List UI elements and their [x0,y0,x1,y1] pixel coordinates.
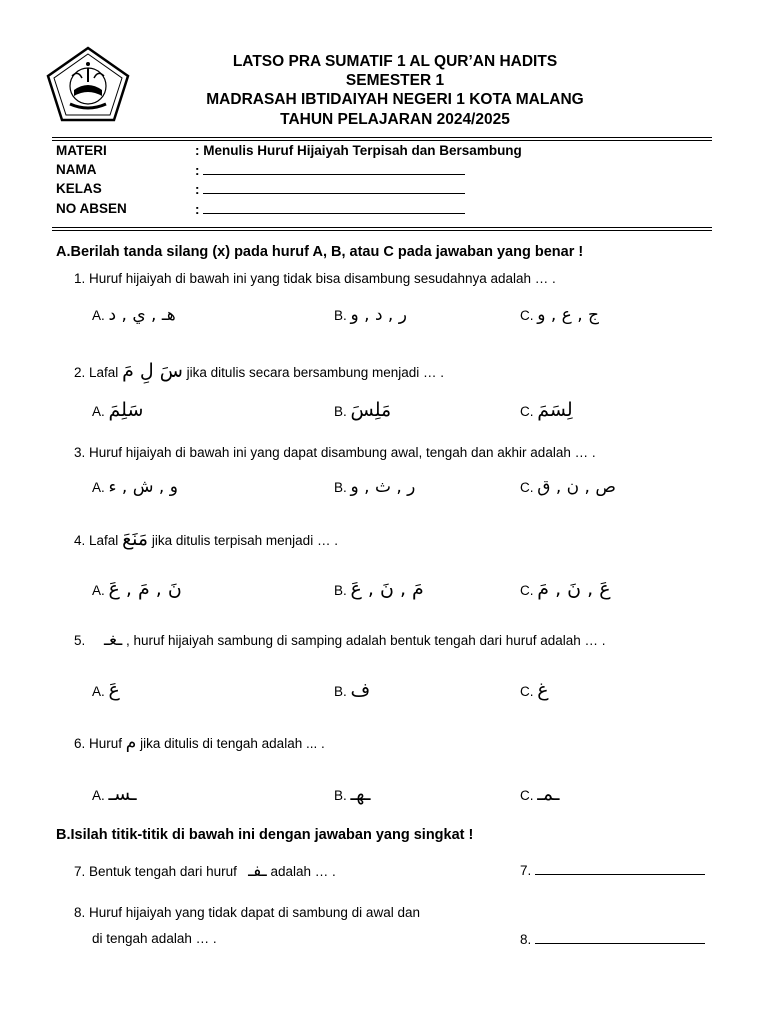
q2-option-b-arabic: مَلِسَ [350,399,392,421]
q3-option-c-arabic: ص , ن , ق [537,477,616,497]
q5-option-b[interactable] [334,679,370,701]
option-label: B. [334,583,347,598]
q1-text: 1. Huruf hijaiyah di bawah ini yang tidak bisa disambung sesudahnya adalah … . [74,271,556,286]
q3-text: 3. Huruf hijaiyah di bawah ini yang dapat disambung awal, tengah dan akhir adalah … . [74,445,596,460]
q3-option-a[interactable] [92,477,178,497]
kemenag-logo [46,46,130,122]
q2-option-b[interactable] [334,399,391,421]
q1-option-b-arabic: ر , د , و [350,305,407,325]
option-label: A. [92,308,105,323]
q2-option-a[interactable] [92,399,143,421]
q8-answer-label: 8. [520,932,532,947]
q4-option-c-arabic: عَ , نَ , مَ [537,578,611,600]
q4-post: jika ditulis terpisah menjadi … . [151,533,338,548]
q1-option-a-arabic: هـ , ي , د [108,305,176,325]
nama-field[interactable] [195,161,465,180]
q5-num: 5. [74,633,86,648]
option-label: A. [92,684,105,699]
q5-text [74,630,606,650]
q4-option-a[interactable] [92,578,182,600]
option-label: A. [92,480,105,495]
q7-text [74,861,336,881]
q7-post: adalah … . [270,864,336,879]
option-label: C. [520,684,534,699]
q4-option-c[interactable] [520,578,611,600]
option-label: B. [334,308,347,323]
option-label: B. [334,684,347,699]
q5-option-a-arabic: عَ [108,679,120,701]
q2-post: jika ditulis secara bersambung menjadi … . [186,365,445,380]
q6-option-c-arabic: ـمـ [537,783,560,805]
q6-arabic: م [125,733,137,753]
option-label: B. [334,480,347,495]
q8-answer-field[interactable] [520,931,705,947]
q6-text [74,733,325,753]
school-name: MADRASAH IBTIDAIYAH NEGERI 1 KOTA MALANG [206,91,584,108]
option-label: C. [520,583,534,598]
q2-option-a-arabic: سَلِمَ [108,399,144,421]
q7-pre: 7. Bentuk tengah dari huruf [74,864,237,879]
q1-option-b[interactable] [334,305,407,325]
option-label: B. [334,404,347,419]
q3-option-c[interactable] [520,477,616,497]
q3-option-a-arabic: و , ش , ء [108,477,178,497]
q2-option-c[interactable] [520,399,573,421]
q1-option-c[interactable] [520,305,599,325]
q2-option-c-arabic: لِسَمَ [537,399,573,421]
q6-option-a[interactable] [92,783,137,805]
q8-answer-blank[interactable] [535,931,705,944]
option-label: A. [92,788,105,803]
q5-post: , huruf hijaiyah sambung di samping adalah bentuk tengah dari huruf adalah … . [125,633,606,648]
option-label: C. [520,308,534,323]
absen-blank[interactable] [203,200,465,214]
school-year: TAHUN PELAJARAN 2024/2025 [280,111,510,128]
q6-post: jika ditulis di tengah adalah ... . [140,736,325,751]
q4-option-b-arabic: مَ , نَ , عَ [350,578,424,600]
option-label: C. [520,788,534,803]
q3-option-b-arabic: ر , ث , و [350,477,416,497]
q2-pre: 2. Lafal [74,365,119,380]
q5-option-c[interactable] [520,679,549,701]
section-a-title: A.Berilah tanda silang (x) pada huruf A, B, atau C pada jawaban yang benar ! [56,244,584,260]
nama-label: NAMA [56,162,97,177]
info-divider-1 [52,227,712,228]
header-divider-top-2 [52,140,712,141]
q8-text-line1: 8. Huruf hijaiyah yang tidak dapat di sambung di awal dan [74,905,420,920]
q2-text [74,360,444,382]
q2-arabic: سَ لِ مَ [122,360,183,382]
absen-colon: : [195,202,200,217]
semester-label: SEMESTER 1 [345,72,445,89]
option-label: C. [520,480,534,495]
exam-title: LATSO PRA SUMATIF 1 AL QUR’AN HADITS [232,53,558,70]
q5-option-c-arabic: غ [537,679,549,701]
q6-option-b[interactable] [334,783,370,805]
info-divider-2 [52,230,712,231]
q3-option-b[interactable] [334,477,415,497]
q7-answer-field[interactable] [520,862,705,878]
q5-option-a[interactable] [92,679,120,701]
q7-answer-label: 7. [520,863,532,878]
q6-option-c[interactable] [520,783,559,805]
kelas-label: KELAS [56,181,102,196]
q7-answer-blank[interactable] [535,862,705,875]
kelas-field[interactable] [195,180,465,199]
q4-text [74,528,338,550]
absen-field[interactable] [195,200,465,219]
q5-arabic: ـغـ [104,630,123,650]
absen-label: NO ABSEN [56,201,127,216]
materi-label: MATERI [56,143,107,158]
option-label: C. [520,404,534,419]
q6-option-a-arabic: ـسـ [108,783,137,805]
q1-option-a[interactable] [92,305,176,325]
option-label: B. [334,788,347,803]
section-b-title: B.Isilah titik-titik di bawah ini dengan jawaban yang singkat ! [56,827,474,843]
q6-option-b-arabic: ـهـ [350,783,371,805]
option-label: A. [92,404,105,419]
q5-option-b-arabic: ف [350,679,371,701]
kelas-colon: : [195,182,200,197]
nama-colon: : [195,163,200,178]
q4-pre: 4. Lafal [74,533,119,548]
q1-option-c-arabic: ج , ع , و [537,305,600,325]
header-divider-top-1 [52,137,712,138]
kelas-blank[interactable] [203,180,465,194]
q4-arabic: مَنَعَ [122,528,149,550]
nama-blank[interactable] [203,161,465,175]
q8-text-line2: di tengah adalah … . [92,931,217,946]
q4-option-b[interactable] [334,578,424,600]
materi-value: : Menulis Huruf Hijaiyah Terpisah dan Bersambung [195,143,522,158]
option-label: A. [92,583,105,598]
q7-arabic: ـفـ [248,861,267,881]
q4-option-a-arabic: نَ , مَ , عَ [108,578,182,600]
q6-pre: 6. Huruf [74,736,123,751]
